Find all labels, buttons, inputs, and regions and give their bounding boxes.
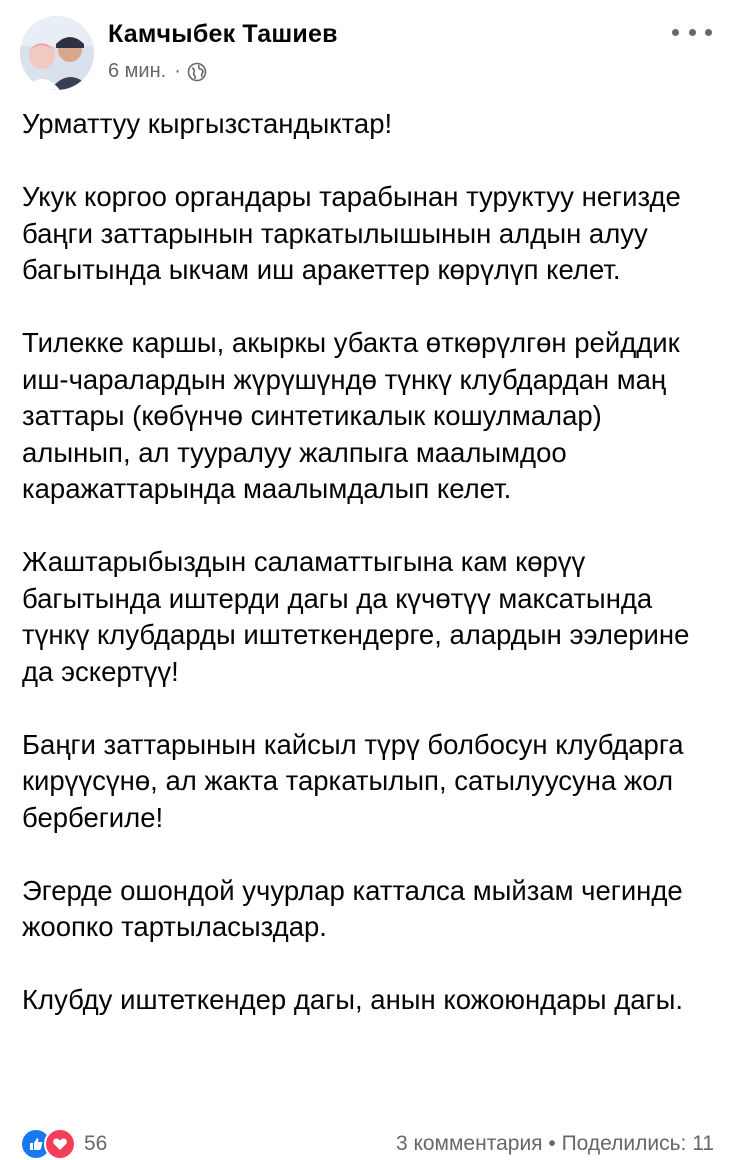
love-icon [44, 1128, 76, 1160]
post-footer [20, 1128, 720, 1158]
avatar[interactable] [20, 16, 94, 90]
more-options-button[interactable] [672, 20, 712, 44]
more-horizontal-icon [672, 29, 679, 36]
post-time[interactable]: 6 мин. [108, 60, 167, 82]
globe-icon [187, 62, 207, 82]
meta-separator: · [174, 60, 181, 82]
reactions-summary[interactable] [20, 1128, 107, 1160]
post-paragraph: Урматтуу кыргызстандыктар! [22, 108, 393, 139]
post-paragraph: Баңги заттарынын кайсыл түрү болбосун клубдарга кирүүсүнө, ал жакта таркатылып, сатылуусуна жол бербегиле! [22, 728, 684, 833]
post-header [14, 16, 716, 92]
post-paragraph: Укук коргоо органдары тарабынан туруктуу негизде баңги заттарынын таркатылышынын алдын алуу багытында ыкчам иш аракеттер көрүлүп келет. [22, 181, 681, 285]
post-paragraph: Эгерде ошондой учурлар катталса мыйзам чегинде жоопко тартыласыздар. [22, 874, 683, 942]
post-paragraph: Жаштарыбыздын саламаттыгына кам көрүү багытында иштерди дагы да күчөтүү максатында түнкү клубдарды иштеткендерге, алардын ээлерине да эскертүү! [22, 546, 690, 687]
post-text [22, 106, 712, 1055]
reaction-count: 56 [84, 1132, 108, 1155]
post-meta [108, 60, 207, 83]
post-paragraph: Клубду иштеткендер дагы, анын кожоюндары дагы. [22, 984, 683, 1015]
avatar-image [20, 16, 94, 90]
author-name[interactable]: Камчыбек Ташиев [108, 20, 338, 48]
post-paragraph: Тилекке каршы, акыркы убакта өткөрүлгөн рейддик иш-чаралардын жүрүшүндө түнкү клубдардан маң заттары (көбүнчө синтетикалык кошулмалар) алынып, ал тууралуу жалпыга маалымдоо каражаттарында маалымдалып келет. [22, 327, 680, 504]
comments-shares-stats[interactable]: 3 комментария • Поделились: 11 [395, 1132, 714, 1155]
